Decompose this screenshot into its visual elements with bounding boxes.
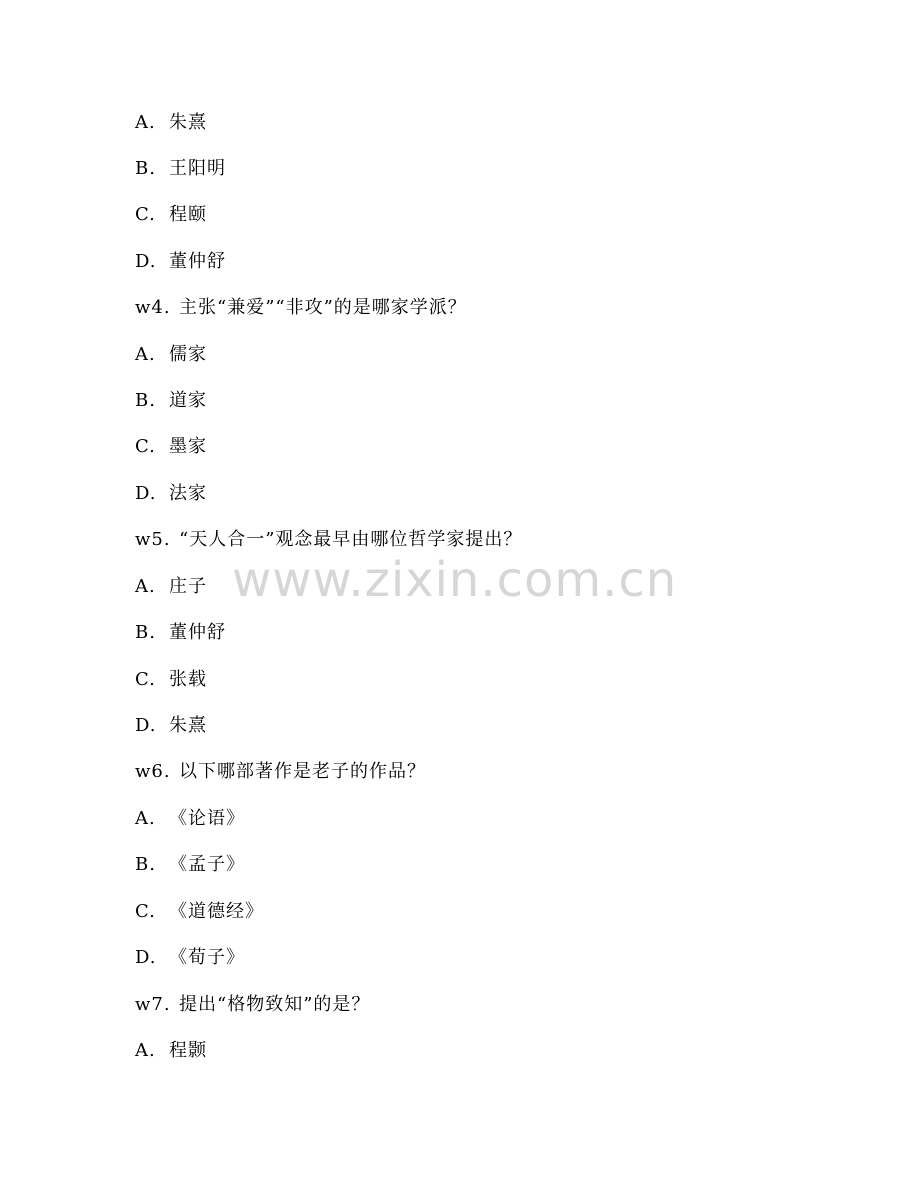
option-label: B. — [135, 854, 156, 875]
option-b-line — [135, 158, 226, 180]
option-text: 墨家 — [169, 436, 207, 457]
question-text: “天人合一”观念最早由哪位哲学家提出？ — [179, 529, 523, 550]
option-label: D. — [135, 483, 157, 504]
option-c-line — [135, 669, 207, 691]
option-text: 程颐 — [169, 204, 207, 225]
question-number: w7. — [135, 994, 171, 1015]
option-label: C. — [135, 901, 156, 922]
question-w7 — [135, 994, 370, 1016]
option-text: 董仲舒 — [169, 622, 226, 643]
question-w6 — [135, 761, 426, 783]
question-number: w5. — [135, 529, 171, 550]
option-c-line — [135, 204, 207, 226]
option-text: 《道德经》 — [169, 901, 264, 922]
option-text: 《论语》 — [169, 808, 245, 829]
option-text: 《荀子》 — [169, 947, 245, 968]
option-text: 张载 — [169, 669, 207, 690]
question-number: w6. — [135, 761, 171, 782]
option-label: B. — [135, 390, 156, 411]
option-a-line — [135, 576, 207, 598]
option-c-line — [135, 901, 264, 923]
option-label: A. — [135, 344, 156, 365]
option-label: C. — [135, 669, 156, 690]
option-text: 程颢 — [169, 1040, 207, 1061]
option-a-line — [135, 808, 245, 830]
option-text: 《孟子》 — [169, 854, 245, 875]
option-b-line — [135, 622, 226, 644]
option-label: A. — [135, 1040, 156, 1061]
option-d-line — [135, 715, 207, 737]
option-label: A. — [135, 576, 156, 597]
option-label: A. — [135, 808, 156, 829]
question-text: 以下哪部著作是老子的作品？ — [179, 761, 426, 782]
option-text: 儒家 — [169, 344, 207, 365]
option-label: D. — [135, 947, 157, 968]
question-number: w4. — [135, 297, 171, 318]
option-label: B. — [135, 158, 156, 179]
option-label: B. — [135, 622, 156, 643]
option-label: C. — [135, 204, 156, 225]
option-d-line — [135, 947, 245, 969]
option-text: 法家 — [169, 483, 207, 504]
option-a-line — [135, 344, 207, 366]
option-text: 庄子 — [169, 576, 207, 597]
option-b-line — [135, 854, 245, 876]
question-w4 — [135, 297, 467, 319]
watermark: www.zixin.com.cn — [232, 552, 678, 608]
option-text: 朱熹 — [169, 112, 207, 133]
option-text: 王阳明 — [169, 158, 226, 179]
question-text: 提出“格物致知”的是？ — [179, 994, 371, 1015]
option-d-line — [135, 483, 207, 505]
option-label: A. — [135, 112, 156, 133]
option-label: D. — [135, 251, 157, 272]
option-text: 董仲舒 — [169, 251, 226, 272]
option-text: 道家 — [169, 390, 207, 411]
option-text: 朱熹 — [169, 715, 207, 736]
option-a-line — [135, 1040, 207, 1062]
option-d-line — [135, 251, 226, 273]
question-text: 主张“兼爱”“非攻”的是哪家学派？ — [179, 297, 467, 318]
option-b-line — [135, 390, 207, 412]
option-label: C. — [135, 436, 156, 457]
option-label: D. — [135, 715, 157, 736]
option-c-line — [135, 436, 207, 458]
option-a-line — [135, 112, 207, 134]
